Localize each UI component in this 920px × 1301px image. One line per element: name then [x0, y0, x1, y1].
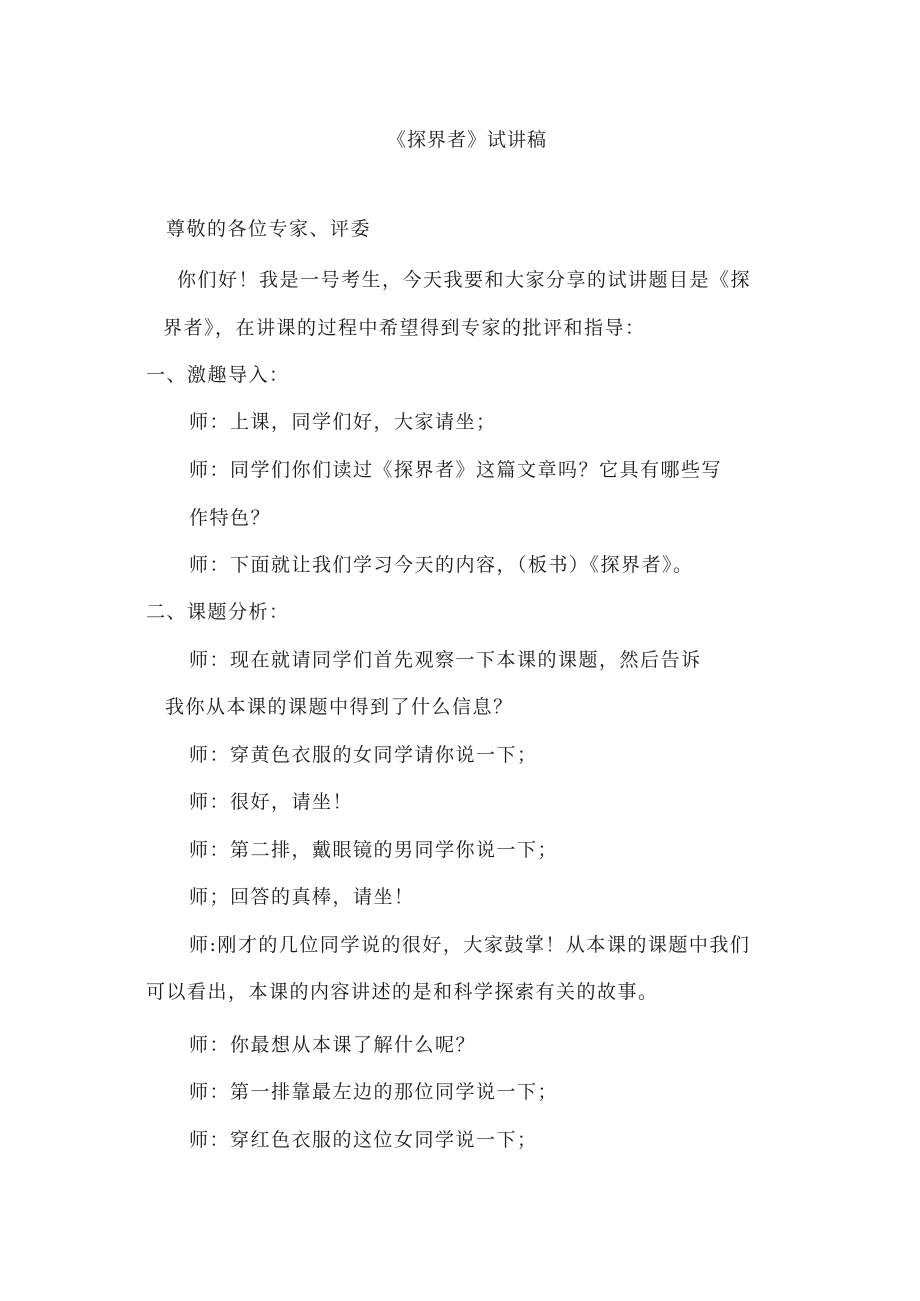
- s2-line-3: 师：很好，请坐！: [189, 791, 354, 813]
- s2-line-7: 师：你最想从本课了解什么呢？: [189, 1034, 477, 1056]
- s2-line-2: 师：穿黄色衣服的女同学请你说一下；: [189, 744, 538, 766]
- s1-line-2a: 师：同学们你们读过《探界者》这篇文章吗？它具有哪些写: [189, 459, 723, 481]
- document-title: 《探界者》试讲稿: [387, 129, 548, 151]
- greeting-line: 尊敬的各位专家、评委: [166, 218, 372, 240]
- s1-line-3: 师：下面就让我们学习今天的内容，（板书）《探界者》。: [189, 554, 694, 576]
- intro-line-2: 界者》，在讲课的过程中希望得到专家的批评和指导：: [163, 317, 646, 339]
- intro-line-1: 你们好！我是一号考生，今天我要和大家分享的试讲题目是《探: [177, 269, 752, 291]
- s2-line-1a: 师：现在就请同学们首先观察一下本课的课题，然后告诉: [189, 649, 702, 671]
- s2-line-6b: 可以看出，本课的内容讲述的是和科学探索有关的故事。: [146, 981, 659, 1003]
- s2-line-4: 师：第二排，戴眼镜的男同学你说一下；: [189, 839, 559, 861]
- s1-line-1: 师：上课，同学们好，大家请坐；: [189, 411, 497, 433]
- s2-line-6a: 师:刚才的几位同学说的很好，大家鼓掌！从本课的课题中我们: [189, 934, 751, 956]
- section-2-heading: 二、课题分析：: [146, 601, 290, 623]
- s2-line-8: 师：第一排靠最左边的那位同学说一下；: [189, 1081, 559, 1103]
- s1-line-2b: 作特色？: [189, 507, 272, 529]
- s2-line-1b: 我你从本课的课题中得到了什么信息？: [165, 696, 514, 718]
- s2-line-5: 师；回答的真棒，请坐！: [189, 886, 415, 908]
- s2-line-9: 师：穿红色衣服的这位女同学说一下；: [189, 1129, 538, 1151]
- section-1-heading: 一、激趣导入：: [146, 364, 290, 386]
